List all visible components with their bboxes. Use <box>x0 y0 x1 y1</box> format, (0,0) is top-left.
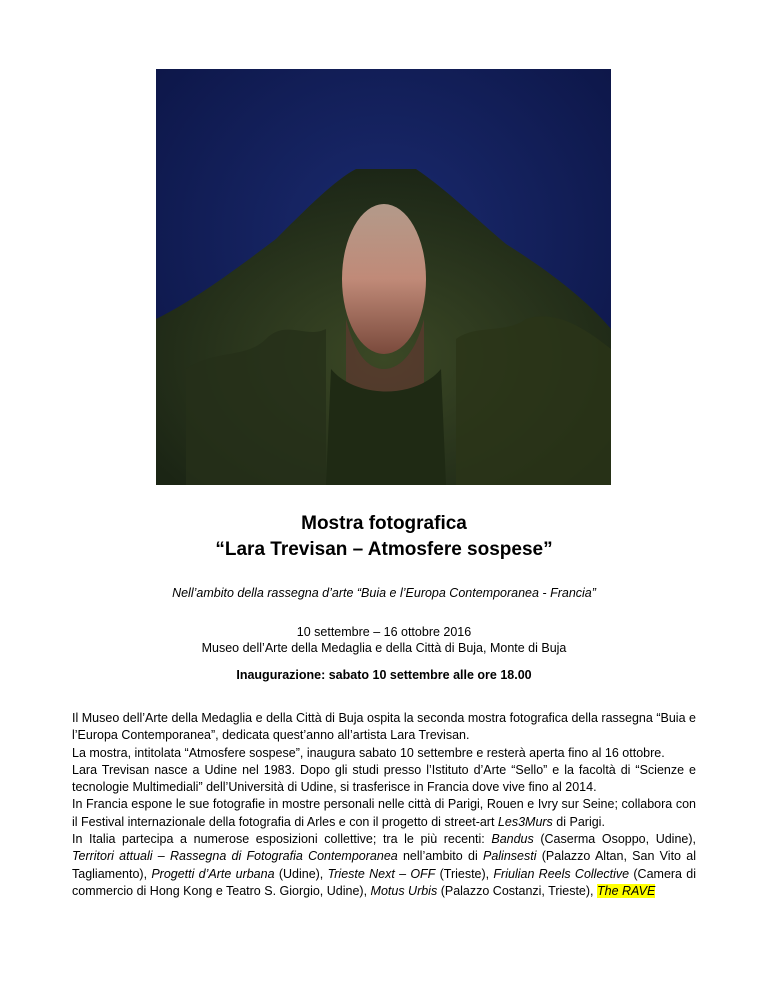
paragraph: Lara Trevisan nasce a Udine nel 1983. Dopo gli studi presso l’Istituto d’Arte “Sello” e la facoltà di “Scienze e tecnologie Multimediali” dell’Università di Udine, si trasferisce in Francia dove vive fino al 2014. <box>72 762 696 795</box>
text-run: (Palazzo Altan, San Vito al Tagliamento), <box>72 849 696 881</box>
emphasis: Les3Murs <box>497 814 553 829</box>
subtitle: Nell’ambito della rassegna d’arte “Buia e l’Europa Contemporanea - Francia” <box>172 586 596 600</box>
text-run: nell’ambito di <box>397 849 483 864</box>
body-text <box>72 710 696 900</box>
emphasis: Motus Urbis <box>370 883 438 898</box>
exhibition-title: “Lara Trevisan – Atmosfere sospese” <box>215 539 553 560</box>
text-run: di Parigi. <box>552 814 605 829</box>
inauguration-info: Inaugurazione: sabato 10 settembre alle ore 18.00 <box>236 668 532 682</box>
paragraph: La mostra, intitolata “Atmosfere sospese”, inaugura sabato 10 settembre e resterà aperta fino al 16 ottobre. <box>72 745 665 760</box>
text-run: (Trieste), <box>435 866 494 881</box>
paragraph <box>72 831 696 900</box>
exhibition-dates: 10 settembre – 16 ottobre 2016 <box>296 625 472 639</box>
emphasis: Progetti d’Arte urbana <box>151 866 275 881</box>
emphasis: Trieste Next – OFF <box>327 866 436 881</box>
emphasis: Friulian Reels Collective <box>493 866 630 881</box>
text-run: (Camera di commercio di Hong Kong e Teatro S. Giorgio, Udine), <box>72 866 697 898</box>
paragraph: Il Museo dell’Arte della Medaglia e della Città di Buja ospita la seconda mostra fotografica della rassegna “Buia e l’Europa Contemporanea”, dedicata quest’anno all’artista Lara Trevisan. <box>72 711 696 743</box>
text-run: (Palazzo Costanzi, Trieste), <box>437 883 597 898</box>
emphasis: Bandus <box>491 832 534 847</box>
text-run: (Caserma Osoppo, Udine), <box>533 832 696 847</box>
highlighted-text: The RAVE <box>597 883 656 898</box>
venue: Museo dell’Arte della Medaglia e della Città di Buja, Monte di Buja <box>201 641 567 655</box>
page-title: Mostra fotografica <box>301 513 467 534</box>
emphasis: Territori attuali – Rassegna di Fotografia Contemporanea <box>72 849 398 864</box>
text-run: In Francia espone le sue fotografie in mostre personali nelle città di Parigi, Rouen e Ivry sur Seine; collabora con il Festival internazionale della fotografia di Arles e con il progetto di street-art <box>72 797 696 829</box>
paragraph <box>72 796 696 831</box>
emphasis: Palinsesti <box>482 849 537 864</box>
exhibition-photo <box>156 69 611 485</box>
text-run: In Italia partecipa a numerose esposizioni collettive; tra le più recenti: <box>72 832 492 847</box>
text-run: (Udine), <box>274 866 328 881</box>
